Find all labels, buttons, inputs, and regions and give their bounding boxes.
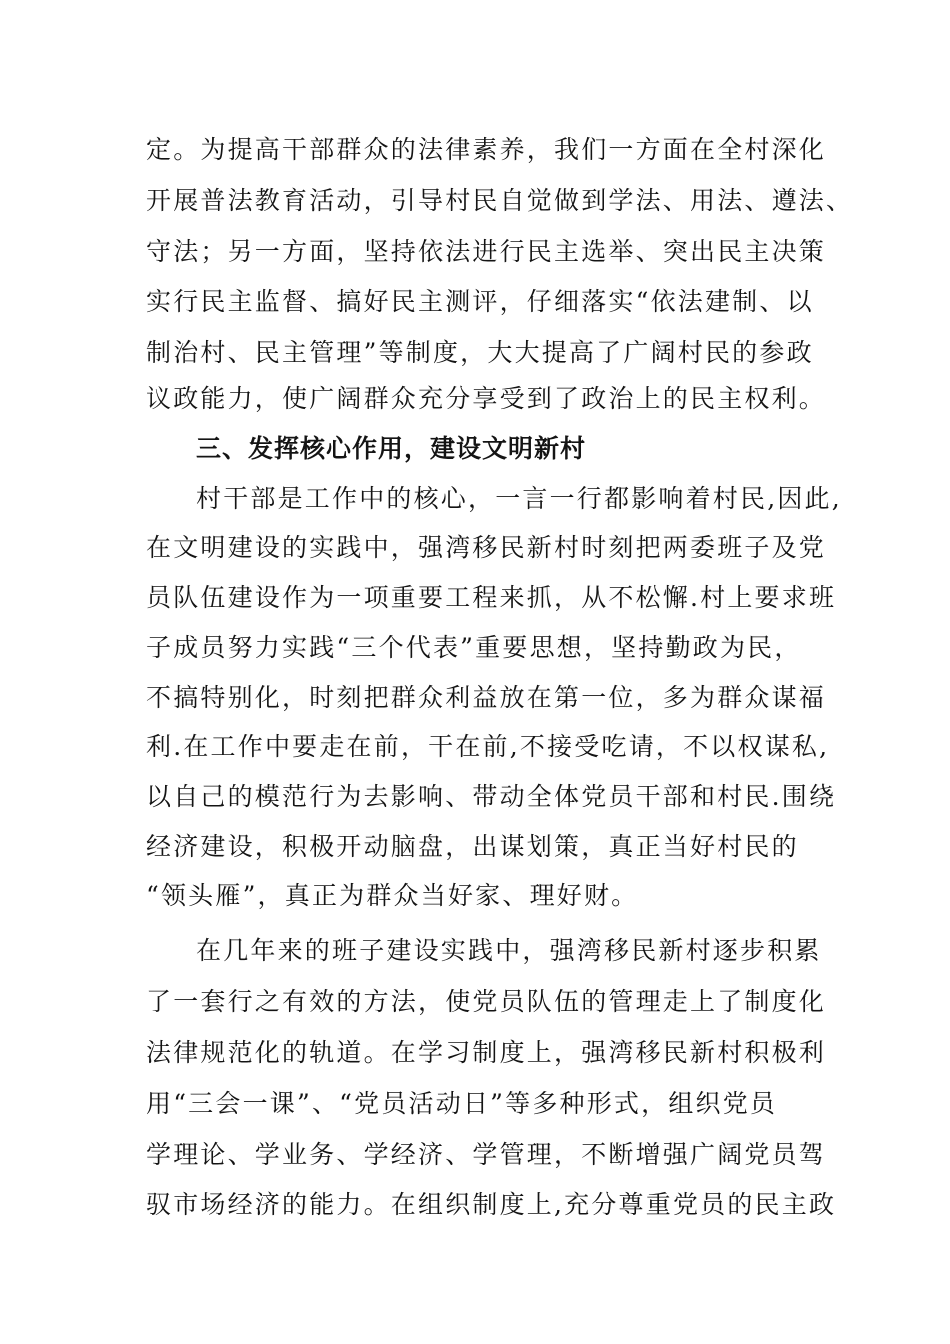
text-line: 利.在工作中要走在前，干在前,不接受吃请，不以权谋私, bbox=[146, 732, 830, 761]
text-line: “领头雁”，真正为群众当好家、理好财。 bbox=[146, 881, 639, 910]
text-line: 不搞特别化，时刻把群众利益放在第一位，多为群众谋福 bbox=[146, 683, 827, 712]
text-line: 在文明建设的实践中，强湾移民新村时刻把两委班子及党 bbox=[146, 533, 827, 562]
text-line: 法律规范化的轨道。在学习制度上，强湾移民新村积极利 bbox=[146, 1038, 827, 1067]
text-line: 员队伍建设作为一项重要工程来抓，从不松懈.村上要求班 bbox=[146, 583, 837, 612]
text-line: 驭市场经济的能力。在组织制度上,充分尊重党员的民主政 bbox=[146, 1190, 837, 1219]
text-line: 议政能力，使广阔群众充分享受到了政治上的民主权利。 bbox=[146, 384, 827, 413]
text-line: 定。为提高干部群众的法律素养，我们一方面在全村深化 bbox=[146, 135, 827, 164]
text-line: 子成员努力实践“三个代表”重要思想，坚持勤政为民， bbox=[146, 633, 802, 662]
section-heading: 三、发挥核心作用，建设文明新村 bbox=[196, 434, 587, 463]
text-line: 经济建设，积极开动脑盘，出谋划策，真正当好村民的 bbox=[146, 832, 799, 861]
text-line: 守法；另一方面，坚持依法进行民主选举、突出民主决策 bbox=[146, 237, 827, 266]
text-line: 制治村、民主管理”等制度，大大提高了广阔村民的参政 bbox=[146, 338, 814, 367]
text-line: 开展普法教育活动，引导村民自觉做到学法、用法、遵法、 bbox=[146, 186, 854, 215]
paragraph-first-line: 在几年来的班子建设实践中，强湾移民新村逐步积累 bbox=[196, 936, 822, 965]
text-line: 学理论、学业务、学经济、学管理，不断增强广阔党员驾 bbox=[146, 1140, 827, 1169]
text-line: 了一套行之有效的方法，使党员队伍的管理走上了制度化 bbox=[146, 987, 827, 1016]
text-line: 用“三会一课”、“党员活动日”等多种形式，组织党员 bbox=[146, 1089, 778, 1118]
text-line: 实行民主监督、搞好民主测评，仔细落实“依法建制、以 bbox=[146, 287, 814, 316]
text-line: 以自己的模范行为去影响、带动全体党员干部和村民.围绕 bbox=[146, 782, 837, 811]
paragraph-first-line: 村干部是工作中的核心，一言一行都影响着村民,因此, bbox=[196, 484, 842, 513]
